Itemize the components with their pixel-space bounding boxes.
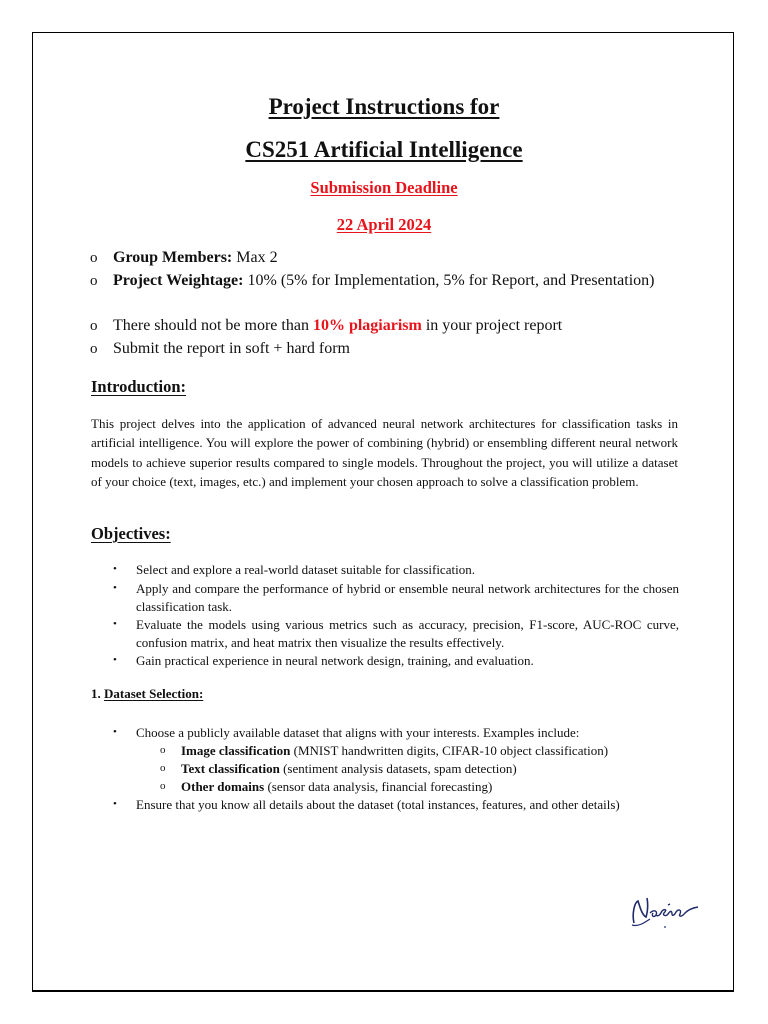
hollow-bullet-icon: o <box>90 318 98 334</box>
hollow-bullet-icon: o <box>90 341 98 357</box>
dataset-intro-text: Choose a publicly available dataset that aligns with your interests. Examples include: <box>136 725 580 740</box>
bullet-icon: • <box>113 618 117 630</box>
plagiarism-pre: There should not be more than <box>113 317 313 334</box>
bullet-icon: • <box>113 582 117 594</box>
objective-text: Select and explore a real-world dataset suitable for classification. <box>136 562 475 577</box>
hollow-bullet-icon: o <box>90 250 98 266</box>
introduction-text: This project delves into the application of advanced neural network architectures for classification tasks in artificial intelligence. You will explore the power of combining (hybrid) or ensembling different neural network models to achieve superior results compared to single models. Throughout the project, you will utilize a dataset of your choice (text, images, etc.) and implement your chosen approach to solve a classification problem. <box>91 416 678 490</box>
bullet-icon: • <box>113 654 117 666</box>
hollow-bullet-icon: o <box>160 744 166 756</box>
document-title-line1: Project Instructions for <box>268 94 500 119</box>
deadline-date: 22 April 2024 <box>336 215 432 234</box>
page-border <box>32 32 734 992</box>
document-title-line2: CS251 Artificial Intelligence <box>245 137 523 162</box>
dataset-selection-title: Dataset Selection: <box>104 686 204 701</box>
example-label: Text classification <box>181 761 280 776</box>
bullet-icon: • <box>113 798 117 810</box>
group-members-value: Max 2 <box>232 249 278 266</box>
objective-text: Evaluate the models using various metrics such as accuracy, precision, F1-score, AUC-ROC curve, confusion matrix, and heat matrix then visualize the results effectively. <box>136 617 679 650</box>
weightage-label: Project Weightage: <box>113 272 244 289</box>
objectives-heading: Objectives: <box>91 524 171 543</box>
example-label: Other domains <box>181 779 265 794</box>
hollow-bullet-icon: o <box>90 273 98 289</box>
bullet-icon: • <box>113 726 117 738</box>
group-members-label: Group Members: <box>113 249 233 266</box>
section-number: 1. <box>91 686 104 701</box>
deadline-label: Submission Deadline <box>310 178 458 197</box>
objective-text: Gain practical experience in neural network design, training, and evaluation. <box>136 653 534 668</box>
example-label: Image classification <box>181 743 291 758</box>
example-detail: (MNIST handwritten digits, CIFAR-10 object classification) <box>290 743 609 758</box>
example-detail: (sentiment analysis datasets, spam detection) <box>279 761 517 776</box>
hollow-bullet-icon: o <box>160 780 166 792</box>
bullet-icon: • <box>113 563 117 575</box>
introduction-heading: Introduction: <box>91 377 187 396</box>
example-detail: (sensor data analysis, financial forecasting) <box>264 779 493 794</box>
plagiarism-post: in your project report <box>421 317 563 334</box>
dataset-selection-heading <box>91 686 203 702</box>
plagiarism-highlight: 10% plagiarism <box>312 317 422 334</box>
signature <box>628 893 706 933</box>
weightage-value: 10% (5% for Implementation, 5% for Report, and Presentation) <box>243 272 655 289</box>
dataset-ensure-text: Ensure that you know all details about the dataset (total instances, features, and other details) <box>136 797 620 812</box>
objective-text: Apply and compare the performance of hybrid or ensemble neural network architectures for the chosen classification task. <box>136 581 679 614</box>
hollow-bullet-icon: o <box>160 762 166 774</box>
submit-text: Submit the report in soft + hard form <box>113 340 350 357</box>
